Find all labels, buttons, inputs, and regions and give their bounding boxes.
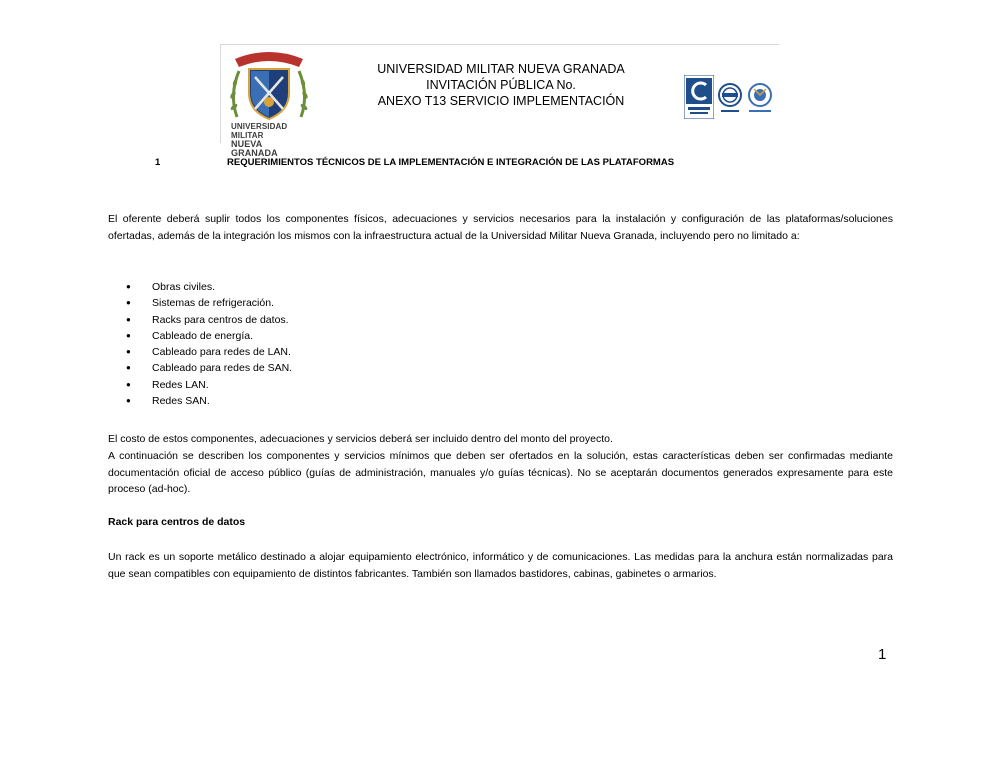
- rack-heading: Rack para centros de datos: [108, 516, 246, 528]
- header-title-line2: INVITACIÓN PÚBLICA No.: [426, 78, 576, 92]
- list-item: ● Redes SAN.: [126, 393, 292, 409]
- page-number: 1: [878, 646, 887, 663]
- continuation-paragraph: A continuación se describen los componentes y servicios mínimos que deben ser ofertados en la solución, estas características deben ser confirmadas mediante documentación oficial de acceso público (guías de administración, manuales y/o guías técnicas). No se aceptarán documentos generados expresamente para este proceso (ad-hoc).: [108, 450, 893, 495]
- onac-accreditation-icon: [745, 83, 775, 119]
- section-title: REQUERIMIENTOS TÉCNICOS DE LA IMPLEMENTACIÓN E INTEGRACIÓN DE LAS PLATAFORMAS: [227, 157, 675, 168]
- section-heading: [155, 157, 674, 168]
- list-item: ● Cableado para redes de LAN.: [126, 344, 292, 360]
- list-item: ● Cableado para redes de SAN.: [126, 360, 292, 376]
- list-item: ● Obras civiles.: [126, 279, 292, 295]
- rack-paragraph: Un rack es un soporte metálico destinado a alojar equipamiento electrónico, informático y de comunicaciones. Las medidas para la anchura están normalizadas para que sean compatibles con equipamiento de distintos fabricantes. También son llamados bastidores, cabinas, gabinetes o armarios.: [108, 551, 893, 580]
- cost-paragraph: El costo de estos componentes, adecuaciones y servicios deberá ser incluido dentro del monto del proyecto.: [108, 433, 613, 445]
- logo-wordmark-line1: UNIVERSIDAD MILITAR: [231, 122, 288, 140]
- page-header: [220, 44, 779, 158]
- requirements-list: [126, 279, 292, 409]
- list-item: ● Cableado de energía.: [126, 328, 292, 344]
- header-title: [341, 61, 661, 109]
- header-title-line1: UNIVERSIDAD MILITAR NUEVA GRANADA: [377, 62, 625, 76]
- iqnet-certification-icon: [718, 83, 742, 119]
- list-item: ● Redes LAN.: [126, 377, 292, 393]
- list-item: ● Racks para centros de datos.: [126, 312, 292, 328]
- list-item: ● Sistemas de refrigeración.: [126, 295, 292, 311]
- logo-wordmark: [231, 122, 311, 158]
- logo-wordmark-line2: NUEVA GRANADA: [231, 139, 278, 158]
- section-number: 1: [155, 157, 161, 168]
- intro-paragraph: El oferente deberá suplir todos los componentes físicos, adecuaciones y servicios necesarios para la instalación y configuración de las plataformas/soluciones ofertadas, además de la integración los mismos con la infraestructura actual de la Universidad Militar Nueva Granada, incluyendo pero no limitado a:: [108, 213, 893, 242]
- header-title-line3: ANEXO T13 SERVICIO IMPLEMENTACIÓN: [377, 94, 625, 108]
- icontec-certification-icon: [684, 75, 714, 119]
